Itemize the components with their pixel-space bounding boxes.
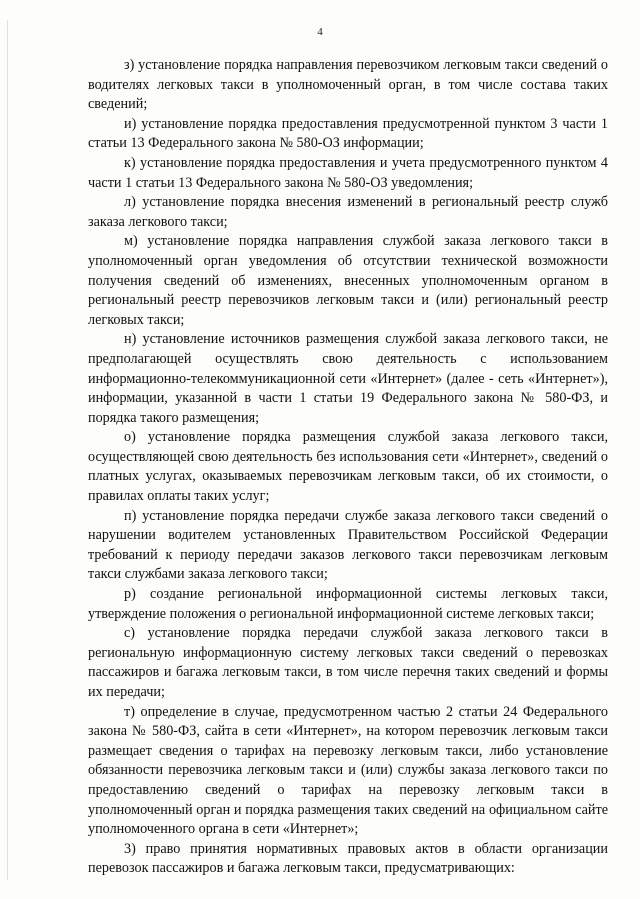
document-body [88, 56, 608, 879]
scan-edge-shadow [7, 20, 8, 880]
paragraph-3: 3) право принятия нормативных правовых актов в области организации перевозок пассажиров и багажа легковым такси, предусматривающих: [88, 840, 608, 877]
paragraph-n: н) установление источников размещения службой заказа легкового такси, не предполагающей осуществлять свою деятельность с использованием информационно-телекоммуникационной сети «Интернет» (далее - сеть «Интернет»), информации, указанной в части 1 статьи 19 Федерального закона № 580-ФЗ, и порядка такого размещения; [88, 331, 608, 426]
paragraph-i: и) установление порядка предоставления предусмотренной пунктом 3 части 1 статьи 13 Федерального закона № 580-ОЗ информации; [88, 115, 608, 152]
paragraph-p: п) установление порядка передачи службе заказа легкового такси сведений о нарушении водителем установленных Правительством Российской Федерации требований к периоду передачи заказов легкового такси перевозчикам легковым такси службами заказа легкового такси; [88, 507, 608, 583]
paragraph-l: л) установление порядка внесения изменений в региональный реестр служб заказа легкового такси; [88, 194, 608, 230]
paragraph-r: р) создание региональной информационной системы легковых такси, утверждение положения о региональной информационной системе легковых такси; [88, 586, 608, 622]
paragraph-s: с) установление порядка передачи службой заказа легкового такси в региональную информационную систему легковых такси сведений о перевозках пассажиров и багажа легковым такси, в том числе перечня таких сведений и формы их передачи; [88, 625, 608, 700]
page-number: 4 [317, 26, 323, 38]
paragraph-t: т) определение в случае, предусмотренном частью 2 статьи 24 Федерального закона № 580-ФЗ, сайта в сети «Интернет», на котором перевозчик легковым такси размещает сведения о тарифах на перевозку легковым такси, либо установление обязанности перевозчика легковым такси и (или) службы заказа легкового такси по предоставлению сведений о тарифах на перевозку легковым такси в уполномоченный орган и порядка размещения таких сведений на официальном сайте уполномоченного органа в сети «Интернет»; [88, 703, 608, 838]
paragraph-z: з) установление порядка направления перевозчиком легковым такси сведений о водителях легковых такси в уполномоченный орган, в том числе состава таких сведений; [88, 57, 608, 113]
paragraph-o: о) установление порядка размещения службой заказа легкового такси, осуществляющей свою деятельность без использования сети «Интернет», сведений о платных услугах, оказываемых перевозчикам легковым такси, об их стоимости, о правилах оплаты таких услуг; [88, 429, 608, 505]
paragraph-k: к) установление порядка предоставления и учета предусмотренного пунктом 4 части 1 статьи 13 Федерального закона № 580-ОЗ уведомления; [88, 154, 608, 191]
paragraph-m: м) установление порядка направления службой заказа легкового такси в уполномоченный орган уведомления об отсутствии технической возможности получения сведений об изменениях, внесенных уполномоченным органом в региональный реестр перевозчиков легковым такси и (или) региональный реестр легковых такси; [88, 233, 608, 328]
